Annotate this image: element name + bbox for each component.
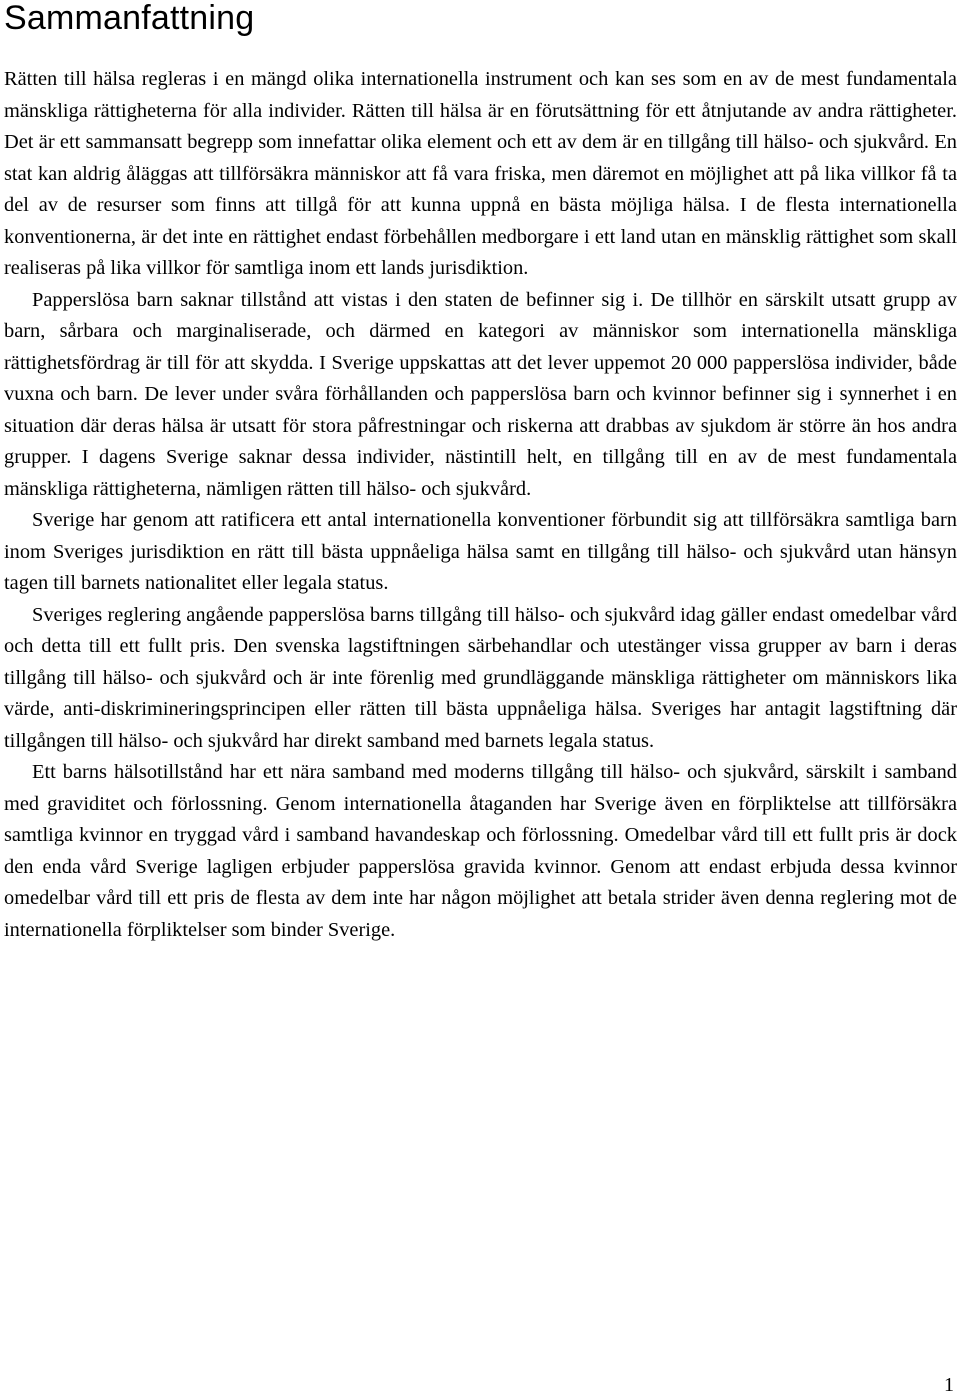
page-title: Sammanfattning <box>4 0 255 37</box>
paragraph-2: Papperslösa barn saknar tillstånd att vistas i den staten de befinner sig i. De tillhör en särskilt utsatt grupp av barn, sårbara och marginaliserade, och därmed en kategori av människor som internationella mänskliga rättighetsfördrag är till för att skydda. I Sverige uppskattas att det lever uppemot 20 000 papperslösa individer, både vuxna och barn. De lever under svåra förhållanden och papperslösa barn och kvinnor befinner sig i synnerhet i en situation där deras hälsa är utsatt för stora påfrestningar och riskerna att drabbas av sjukdom är större än hos andra grupper. I dagens Sverige saknar dessa individer, nästintill helt, en tillgång till en av de mest fundamentala mänskliga rättigheterna, nämligen rätten till hälso- och sjukvård. <box>4 288 957 500</box>
paragraph-5: Ett barns hälsotillstånd har ett nära samband med moderns tillgång till hälso- och sjukvård, särskilt i samband med graviditet och förlossning. Genom internationella åtaganden har Sverige även en förpliktelse att tillförsäkra samtliga kvinnor en tryggad vård i samband havandeskap och förlossning. Omedelbar vård till ett fullt pris är dock den enda vård Sverige lagligen erbjuder papperslösa gravida kvinnor. Genom att endast erbjuda dessa kvinnor omedelbar vård till ett pris de flesta av dem inte har någon möjlighet att betala strider även denna reglering mot de internationella förpliktelser som binder Sverige. <box>4 761 957 941</box>
page-number: 1 <box>944 1374 954 1396</box>
summary-body <box>4 64 957 946</box>
paragraph-1: Rätten till hälsa regleras i en mängd olika internationella instrument och kan ses som en av de mest fundamentala mänskliga rättigheterna för alla individer. Rätten till hälsa är en förutsättning för ett åtnjutande av andra rättigheter. Det är ett sammansatt begrepp som innefattar olika element och ett av dem är en tillgång till hälso- och sjukvård. En stat kan aldrig åläggas att tillförsäkra människor att få vara friska, men däremot en möjlighet att på lika villkor få ta del av de resurser som finns att tillgå för att kunna uppnå en bästa möjliga hälsa. I de flesta internationella konventionerna, är det inte en rättighet endast förbehållen medborgare i ett land utan en mänsklig rättighet som skall realiseras på lika villkor för samtliga inom ett lands jurisdiktion. <box>4 68 957 279</box>
paragraph-4: Sveriges reglering angående papperslösa barns tillgång till hälso- och sjukvård idag gäller endast omedelbar vård och detta till ett fullt pris. Den svenska lagstiftningen särbehandlar och utestänger vissa grupper av barn i deras tillgång till hälso- och sjukvård och är inte förenlig med grundläggande mänskliga rättigheter om människors lika värde, anti-diskrimineringsprincipen eller rätten till bästa uppnåeliga hälsa. Sveriges har antagit lagstiftning där tillgången till hälso- och sjukvård har direkt samband med barnets legala status. <box>4 603 957 752</box>
paragraph-3: Sverige har genom att ratificera ett antal internationella konventioner förbundit sig att tillförsäkra samtliga barn inom Sveriges jurisdiktion en rätt till bästa uppnåeliga hälsa samt en tillgång till hälso- och sjukvård utan hänsyn tagen till barnets nationalitet eller legala status. <box>4 509 957 594</box>
